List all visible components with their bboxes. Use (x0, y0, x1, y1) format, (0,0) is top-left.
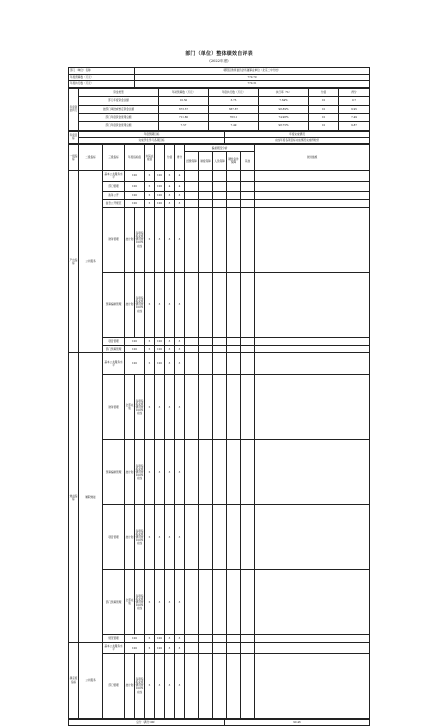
cell: 3 (165, 440, 175, 505)
table-row (69, 272, 370, 337)
fund-col-budget: 年初预算数（万元） (159, 88, 209, 96)
cell: 各项指标完成情况按100%完成 (135, 653, 145, 718)
ind-col-got: 得分 (175, 145, 185, 171)
cell: 100 (125, 635, 145, 643)
table-row (69, 505, 370, 570)
ind-group-head: 偏差原因分析 (185, 145, 255, 152)
cell: 3 (165, 200, 175, 208)
fund-exec: 3.75 (209, 97, 259, 105)
footer-table (68, 719, 370, 726)
cell: 4 (175, 171, 185, 182)
cell: 3 (175, 353, 185, 375)
ind-col-lv2: 二级指标 (79, 145, 103, 171)
fund-exec: 7.49 (209, 122, 259, 130)
fund-exec: 763.1 (209, 113, 259, 121)
row-label: 部门预算管理 (103, 570, 125, 635)
cell: 100 (125, 171, 145, 182)
cell: 3 (175, 200, 185, 208)
cell: 3 (155, 570, 165, 635)
cell: 按计划 (125, 653, 135, 718)
cell: 按计划 (125, 272, 135, 337)
cell: 按计划 (125, 440, 135, 505)
cell: 100 (125, 192, 145, 200)
goal-actual-head: 年度完成情况 (225, 131, 370, 137)
table-row (69, 337, 370, 345)
cell: 3 (175, 505, 185, 570)
row-label: 公共服务 (79, 643, 103, 719)
cell: 3 (155, 505, 165, 570)
cell: 3 (175, 440, 185, 505)
ind-col-blank (155, 145, 165, 171)
fund-rate: 7.64% (259, 97, 309, 105)
satisfaction-label: 满意度指标 (69, 643, 79, 719)
cell: 全部完成 (125, 570, 135, 635)
year-label: (2022年度) (209, 59, 229, 63)
fund-budget: 673.57 (159, 105, 209, 113)
fund-name: 部门年度资金使用总额 (79, 122, 159, 130)
cell: 5 (145, 635, 155, 643)
cell: 100 (155, 171, 165, 182)
cell: 5 (165, 171, 175, 182)
cell: 3 (175, 272, 185, 337)
fund-got: 7.49 (339, 113, 370, 121)
cell: 3 (175, 192, 185, 200)
goal-table (68, 131, 370, 144)
table-row (69, 181, 370, 192)
goal-expected: 完成学生学习各项目标 (79, 137, 225, 143)
exec-label: 年度执行数（万元） (69, 81, 135, 88)
cell: 100 (155, 200, 165, 208)
fund-row (69, 105, 370, 113)
cell: 3 (165, 375, 175, 440)
fund-col-got: 得分 (339, 88, 370, 96)
cell: 3 (175, 345, 185, 353)
cell: 4 (165, 181, 175, 192)
fund-table (68, 88, 370, 131)
cell: 3 (175, 375, 185, 440)
fund-rate: 98.75% (259, 122, 309, 130)
ind-col-target: 年度指标值 (125, 145, 145, 171)
row-label: 预算编制管理 (103, 272, 125, 337)
cell: 5 (145, 272, 155, 337)
cell: 100 (155, 337, 165, 345)
fund-col-exec: 年度执行数（万元） (209, 88, 259, 96)
row-label: 规范管理 (103, 635, 125, 643)
fund-got: 9.95 (339, 105, 370, 113)
row-label: 基本公共服务水平 (103, 643, 125, 654)
cell: 3 (165, 505, 175, 570)
row-label: 履职效能 (79, 353, 103, 643)
ind-sub-col: 人员保障 (213, 152, 227, 171)
fund-got: 0.7 (339, 97, 370, 105)
cell: 100 (155, 345, 165, 353)
row-label: 财务管理 (103, 375, 125, 440)
ind-col-lv1: 一级指标 (69, 145, 79, 171)
cell: 3 (165, 207, 175, 272)
cell: 5 (145, 653, 155, 718)
table-row (69, 653, 370, 718)
fund-score: 10 (309, 105, 339, 113)
cell: 100 (155, 635, 165, 643)
cell: 5 (145, 643, 155, 654)
cell: 3 (155, 207, 165, 272)
cell: 3 (175, 337, 185, 345)
budget-label: 年度预算数（万元） (69, 74, 135, 81)
fund-exec: 667.87 (209, 105, 259, 113)
cell: 100 (155, 643, 165, 654)
cell: 5 (145, 192, 155, 200)
fund-row (69, 122, 370, 130)
cell: 4 (175, 181, 185, 192)
cell: 3 (155, 440, 165, 505)
ind-col-score: 分值 (165, 145, 175, 171)
fund-col-score: 分值 (309, 88, 339, 96)
cell: 3 (175, 653, 185, 718)
fund-score: 10 (309, 97, 339, 105)
cell: 5 (145, 375, 155, 440)
fund-budget: 711.80 (159, 113, 209, 121)
row-label: 基本公共服务水平 (103, 171, 125, 182)
cell: 5 (145, 505, 155, 570)
row-label: 预算编制管理 (103, 440, 125, 505)
cell: 3 (165, 337, 175, 345)
fund-col-rate: 执行率（%） (259, 88, 309, 96)
cell: 3 (175, 570, 185, 635)
cell: 3 (165, 653, 175, 718)
ind-col-actual: 实际完成值 (145, 145, 155, 171)
cell: 100 (125, 337, 145, 345)
cell: 3 (175, 643, 185, 654)
row-label: 项目管理 (103, 505, 125, 570)
goal-section: 年度目标 (69, 131, 79, 143)
row-label: 部门管理 (103, 181, 125, 192)
cell: 5 (145, 181, 155, 192)
ind-sub-col: 制度保障 (199, 152, 213, 171)
fund-col-type: 资金类型 (79, 88, 159, 96)
row-label: 公共服务 (79, 171, 103, 353)
cell: 3 (165, 345, 175, 353)
cell: 100 (155, 181, 165, 192)
row-label: 政务公开 (103, 192, 125, 200)
cell: 5 (145, 337, 155, 345)
cell: 各项指标完成情况按100%完成 (135, 207, 145, 272)
goal-actual: 完成年度各项目标完成情况完成得较好 (225, 137, 370, 143)
fund-name: 部门年度资金总额 (79, 97, 159, 105)
fund-score: 10 (309, 122, 339, 130)
fund-row (69, 113, 370, 121)
fund-name: 按部门审批或核定资金总额 (79, 105, 159, 113)
cell: 100 (125, 643, 145, 654)
row-label: 部门管理 (103, 653, 125, 718)
table-row (69, 570, 370, 635)
cell: 100 (125, 200, 145, 208)
exec-value: 770.31 (135, 81, 370, 88)
cell: 5 (145, 570, 155, 635)
cell: 3 (155, 272, 165, 337)
table-row (69, 192, 370, 200)
cell: 按计划 (125, 505, 135, 570)
output-label: 产出指标 (69, 171, 79, 353)
cell: 5 (145, 345, 155, 353)
cell: 按计划 (125, 207, 135, 272)
row-label: 部门预算管理 (103, 345, 125, 353)
table-row (69, 200, 370, 208)
goal-expected-head: 年度预期目标 (79, 131, 225, 137)
row-label: 基本公共服务水平 (103, 353, 125, 375)
cell: 各项指标完成情况按100%完成 (135, 570, 145, 635)
cell: 各项指标完成情况按100%完成 (135, 375, 145, 440)
budget-value: 770.79 (135, 74, 370, 81)
fund-section: 年度资金执行 (69, 88, 79, 130)
ind-col-remark: 改进措施 (255, 145, 370, 171)
fund-budget: 7.57 (159, 122, 209, 130)
row-label: 财务管理 (103, 207, 125, 272)
table-row (69, 643, 370, 654)
fund-rate: 74.96% (259, 113, 309, 121)
cell: 5 (145, 171, 155, 182)
table-row (69, 440, 370, 505)
cell: 3 (175, 635, 185, 643)
row-label: 信息公开规范 (103, 200, 125, 208)
cell: 3 (165, 192, 175, 200)
page-title: 部门（单位）整体绩效自评表 (185, 51, 253, 57)
fund-got: 9.87 (339, 122, 370, 130)
indicator-table (68, 144, 370, 719)
cell: 3 (175, 207, 185, 272)
dept-label: 部门（单位）名称 (69, 68, 135, 75)
cell: 100 (125, 345, 145, 353)
total-score: 90.46 (225, 719, 370, 725)
cell: 5 (145, 200, 155, 208)
table-row (69, 375, 370, 440)
dept-value: 朝阳区教育委员会所属事业单位（北京二中分校） (135, 68, 370, 75)
cell: 3 (165, 570, 175, 635)
cell: 3 (155, 375, 165, 440)
fund-name: 部门年度资金使用总额 (79, 113, 159, 121)
effect-label: 效益指标 (69, 353, 79, 643)
fund-rate: 98.89% (259, 105, 309, 113)
ind-col-lv3: 三级指标 (103, 145, 125, 171)
fund-row (69, 97, 370, 105)
cell: 各项指标完成情况按100%完成 (135, 440, 145, 505)
table-row (69, 171, 370, 182)
table-row (69, 353, 370, 375)
cell: 各项指标完成情况按100%完成 (135, 505, 145, 570)
cell: 各项指标完成情况按100%完成 (135, 272, 145, 337)
cell: 100 (125, 353, 145, 375)
cell: 3 (165, 635, 175, 643)
cell: 3 (155, 653, 165, 718)
ind-sub-col: 经费保障 (185, 152, 199, 171)
cell: 3 (165, 272, 175, 337)
row-label: 项目管理 (103, 337, 125, 345)
fund-score: 10 (309, 113, 339, 121)
table-row (69, 635, 370, 643)
report-page (68, 50, 370, 726)
cell: 3 (165, 643, 175, 654)
cell: 全部完成 (125, 375, 135, 440)
total-label: 总分（满分100） (69, 719, 225, 725)
cell: 5 (145, 353, 155, 375)
cell: 100 (155, 353, 165, 375)
table-row (69, 207, 370, 272)
ind-sub-col: 其他 (241, 152, 255, 171)
cell: 3 (165, 353, 175, 375)
cell: 100 (125, 181, 145, 192)
ind-sub-col: 硬件条件保障 (227, 152, 241, 171)
cell: 100 (155, 192, 165, 200)
table-row (69, 345, 370, 353)
cell: 5 (145, 207, 155, 272)
cell: 5 (145, 440, 155, 505)
fund-budget: 10.50 (159, 97, 209, 105)
header-table (68, 67, 370, 88)
